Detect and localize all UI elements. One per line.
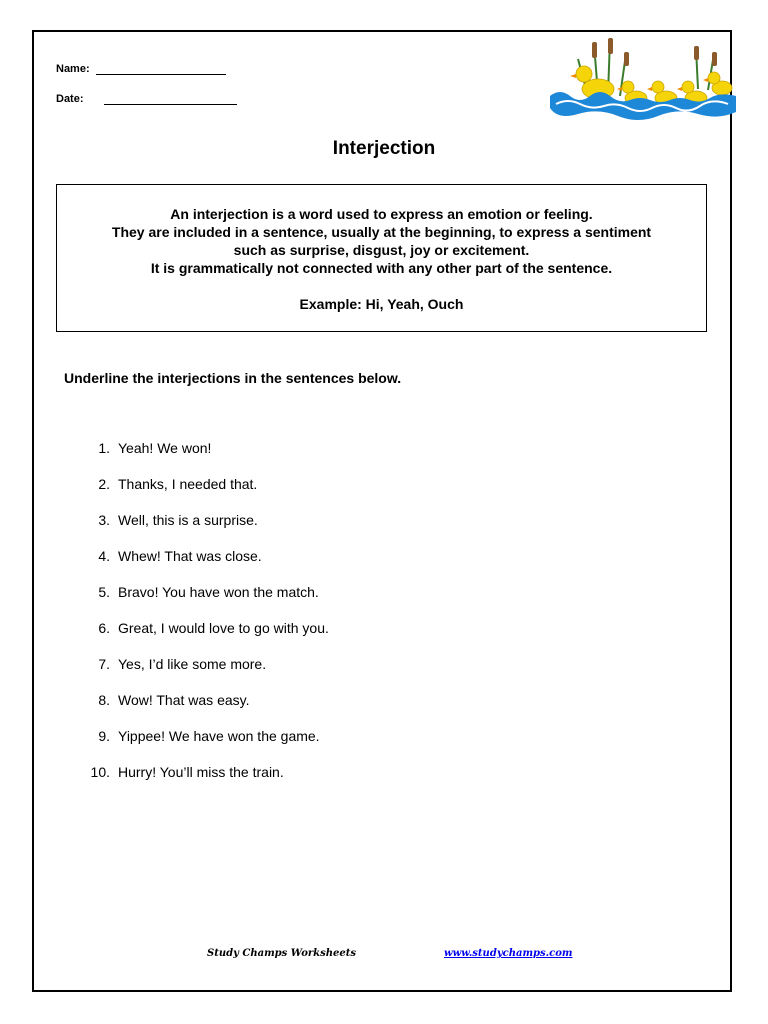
question-text: Hurry! You’ll miss the train. — [118, 764, 284, 780]
question-number: 8. — [98, 692, 110, 708]
question-item — [80, 548, 329, 584]
question-text: Well, this is a surprise. — [118, 512, 258, 528]
question-number: 10. — [90, 764, 110, 780]
footer-website-link[interactable]: www.studychamps.com — [444, 948, 573, 959]
question-item — [80, 512, 329, 548]
question-number: 5. — [98, 584, 110, 600]
question-text: Thanks, I needed that. — [118, 476, 258, 492]
date-label: Date: — [56, 93, 84, 105]
definition-line: It is grammatically not connected with any other part of the sentence. — [150, 260, 613, 276]
date-input-line[interactable] — [104, 94, 237, 105]
instruction-text: Underline the interjections in the sentences below. — [64, 370, 402, 386]
name-label: Name: — [56, 63, 90, 75]
question-text: Yippee! We have won the game. — [118, 728, 320, 744]
definition-box — [56, 184, 707, 332]
question-text: Bravo! You have won the match. — [118, 584, 319, 600]
date-field — [56, 93, 237, 105]
question-number: 3. — [98, 512, 110, 528]
question-number: 9. — [98, 728, 110, 744]
worksheet-title: Interjection — [332, 138, 436, 159]
name-field — [56, 63, 226, 75]
name-input-line[interactable] — [96, 64, 226, 75]
example-line: Example: Hi, Yeah, Ouch — [299, 296, 464, 312]
question-item — [80, 656, 329, 692]
question-number: 2. — [98, 476, 110, 492]
question-number: 4. — [98, 548, 110, 564]
question-item — [80, 476, 329, 512]
question-number: 6. — [98, 620, 110, 636]
question-number: 7. — [98, 656, 110, 672]
definition-line: They are included in a sentence, usually at the beginning, to express a sentiment — [111, 224, 652, 240]
question-text: Yes, I’d like some more. — [118, 656, 267, 672]
question-text: Great, I would love to go with you. — [118, 620, 329, 636]
definition-line: such as surprise, disgust, joy or excitement. — [233, 242, 530, 258]
ducks-illustration — [548, 34, 738, 124]
definition-line: An interjection is a word used to express an emotion or feeling. — [170, 206, 593, 222]
question-item — [80, 440, 329, 476]
question-item — [80, 620, 329, 656]
question-text: Whew! That was close. — [118, 548, 262, 564]
question-text: Wow! That was easy. — [118, 692, 250, 708]
question-item — [80, 692, 329, 728]
question-item — [80, 764, 329, 800]
question-text: Yeah! We won! — [118, 440, 212, 456]
question-number: 1. — [98, 440, 110, 456]
question-item — [80, 728, 329, 764]
question-list — [80, 440, 329, 800]
footer-brand: Study Champs Worksheets — [207, 948, 356, 959]
question-item — [80, 584, 329, 620]
